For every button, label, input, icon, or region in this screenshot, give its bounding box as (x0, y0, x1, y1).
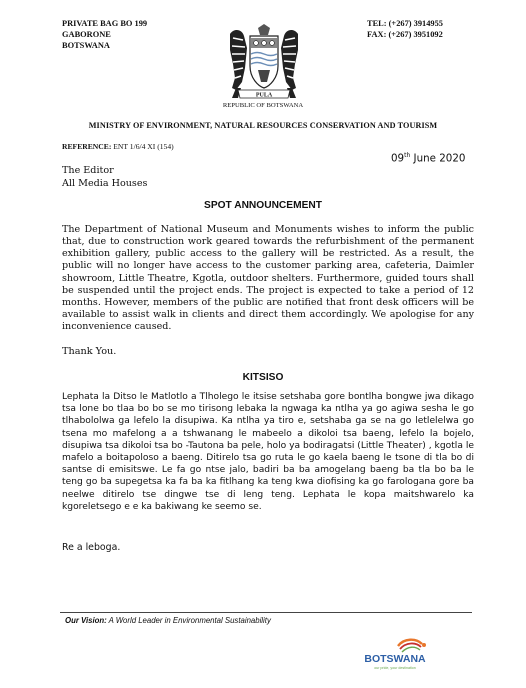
english-body: The Department of National Museum and Monuments wishes to inform the public that, due to construction work geared towards the refurbishment of the permanent exhibition gallery, public access to the gallery will be restricted. As a result, the public will no longer have access to the customer parking area, cafeteria, Daimler showroom, Little Theatre, Kgotla, outdoor shelters. Furthermore, guided tours shall be suspended until the project ends. The project is expected to take a period of 12 months. However, members of the public are notified that front desk officers will be available to assist walk in clients and direct them accordingly. We apologise for any inconvenience caused. (62, 224, 474, 333)
motto-text: PULA (255, 92, 273, 99)
vision-text: A World Leader in Environmental Sustainability (106, 616, 271, 625)
date-month-year: June 2020 (410, 152, 466, 165)
shield (250, 36, 278, 88)
fax-number: FAX: (+267) 3951092 (367, 30, 443, 39)
contact-numbers (367, 18, 443, 40)
logo-tagline: our pride, your destination (374, 666, 416, 670)
logo-wordmark: BOTSWANA (364, 653, 426, 665)
zebra-supporter-right (281, 30, 298, 98)
telephone-number: TEL: (+267) 3914955 (367, 19, 443, 28)
setswana-body: Lephata la Ditso le Matlotlo a Tlholego le itsise setshaba gore bontlha bongwe jwa dikago tsa lone bo tlaa bo bo se mo tirisong lebaka la ngwaga ka ntlha ya go agiwa sesha le go tlhabololwa ga lefelo la disupiwa. Ka ntlha ya tiro e, setshaba ga se na go letlelelwa go tsena mo mafelong a a tshwanang le mabeelo a dikoloi tsa baeng, lefelo la bojelo, disupiwa tsa dikoloi tsa bo -Tautona ba pele, holo ya bodiragatsi (Little Theater) , kgotla le mafelo a boitapoloso a baeng. Ditirelo tsa go ruta le go kaela baeng le tsone di tla bo di santse di emisitswe. Le fa go ntse jalo, badiri ba ba amogelang baeng ba tla bo ba le teng go ba supegetsa ka fa ba ka fitlhang ka teng kwa diofising ka go farologana gore ba neelwe ditirelo tse dingwe tse di leng teng. Lephata le kopa maitshwarelo ka kgoreletsego e e ka bakiwang ke seemo se. (62, 392, 474, 512)
addressee (62, 164, 147, 190)
footer-divider (60, 612, 472, 613)
coat-of-arms-icon (220, 24, 308, 102)
logo-swirl (398, 640, 426, 652)
addressee-line: All Media Houses (62, 178, 148, 189)
address-line: BOTSWANA (62, 41, 110, 50)
letter-date (391, 152, 465, 164)
address-line: GABORONE (62, 30, 111, 39)
botswana-tourism-logo-icon (352, 636, 438, 672)
postal-address (62, 18, 147, 51)
setswana-heading: KITSISO (242, 372, 284, 383)
crest (258, 24, 270, 35)
vision-label: Our Vision: (65, 616, 107, 625)
setswana-closing: Re a leboga. (62, 542, 121, 553)
address-line: PRIVATE BAG BO 199 (62, 19, 148, 28)
reference-value: ENT 1/6/4 XI (154) (113, 142, 174, 151)
reference-label: REFERENCE: (62, 142, 112, 151)
zebra-supporter-left (230, 30, 247, 98)
republic-caption: REPUBLIC OF BOTSWANA (222, 102, 304, 109)
date-suffix: th (404, 152, 411, 159)
reference-line (62, 142, 174, 151)
date-day: 09 (391, 152, 405, 165)
english-closing: Thank You. (62, 346, 117, 357)
english-heading: SPOT ANNOUNCEMENT (204, 200, 322, 211)
addressee-line: The Editor (62, 165, 114, 176)
motto-scroll (238, 90, 290, 99)
ministry-name: MINISTRY OF ENVIRONMENT, NATURAL RESOURCES CONSERVATION AND TOURISM (88, 121, 438, 130)
vision-statement (65, 616, 271, 625)
